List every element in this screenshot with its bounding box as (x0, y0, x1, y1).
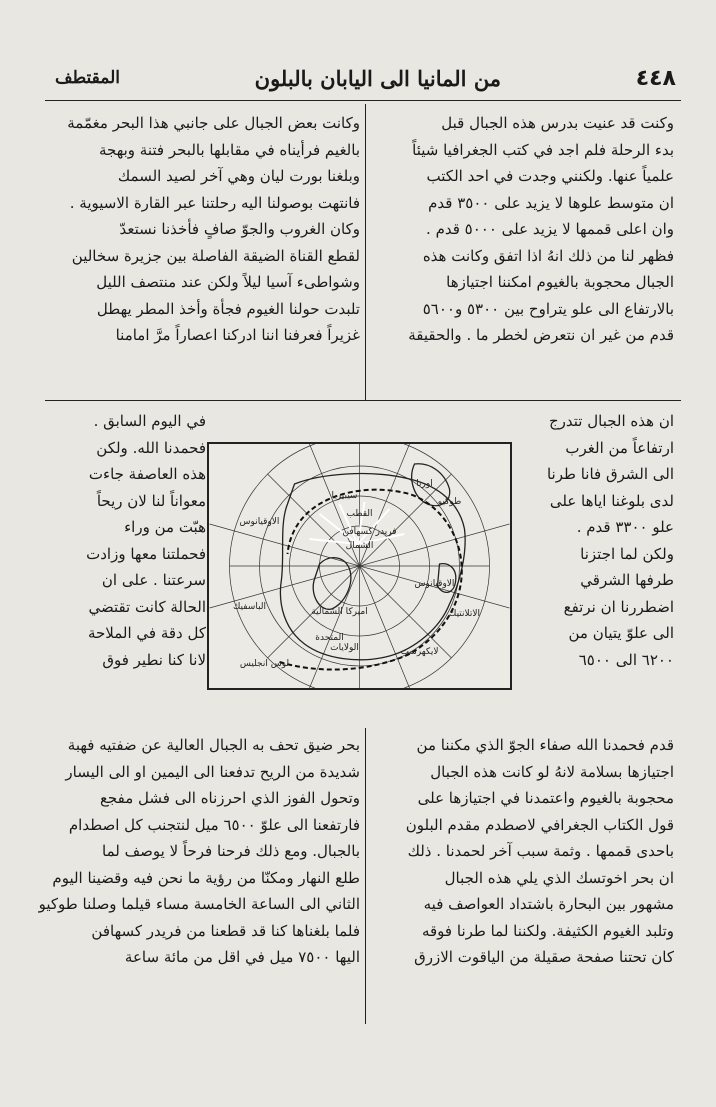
section-rule (45, 400, 681, 401)
text-line: مشهور بين البحارة باشتداد العواصف فيه (423, 895, 674, 913)
text-line: فانتهت بوصولنا اليه رحلتنا عبر القارة الاسيوية . (69, 193, 360, 212)
map-label: طوكيو (437, 497, 462, 507)
text-line: كان تحتنا صفحة صقيلة من الياقوت الازرق (414, 948, 674, 966)
text-line: وكنت قد عنيت بدرس هذه الجبال قبل (441, 114, 674, 132)
text-line: فلما بلغناها كنا قد قطعنا من فريدر كسهافن (91, 921, 360, 940)
text-line: ولكن لما اجتزنا (580, 544, 674, 563)
text-line: في اليوم السابق . (93, 412, 206, 430)
text-line: تلبدت حولنا الغيوم فجأة وأخذ المطر يهطل (96, 299, 360, 318)
map-label: سيبيريا (331, 491, 358, 501)
map-label: لوس انجليس (239, 659, 290, 669)
text-line: وكانت بعض الجبال على جانبي هذا البحر مغمّمة (67, 114, 360, 132)
map-label: لايكهرست (400, 647, 439, 657)
text-line: بحر ضيق تحف به الجبال العالية عن ضفتيه فهبة (67, 736, 360, 754)
text-line: الحالة كانت تقتضي (88, 597, 206, 616)
text-line: ان متوسط علوها لا يزيد على ٣٥٠٠ قدم (428, 193, 674, 212)
text-line: فحملتنا معها وزادت (86, 544, 206, 563)
page-header (55, 58, 676, 98)
text-line: الجبال محجوبة بالغيوم امكننا اجتيازها (446, 273, 674, 291)
text-line: وان اعلى قممها لا يزيد على ٥٠٠٠ قدم . (426, 220, 674, 238)
map-label: الشمال (345, 541, 374, 551)
map-label: الاوقيانوس (414, 579, 455, 589)
text-line: الى الشرق فانا طرنا (546, 465, 674, 483)
text-column-left-bottom (38, 732, 360, 971)
text-line: باحدى قممها . وثمة سبب آخر لحمدنا . ذلك (407, 842, 674, 860)
text-line: لانا كنا نطير فوق (102, 650, 206, 669)
text-line: لدى بلوغنا اياها على (549, 491, 674, 510)
text-line: ان بحر اخوتسك الذي يلي هذه الجبال (444, 868, 674, 887)
map-label: الاوقيانوس (239, 517, 280, 527)
map-label: اوربا (416, 479, 433, 489)
text-line: اليها ٧٥٠٠ ميل في اقل من مائة ساعة (124, 948, 360, 966)
header-rule (45, 100, 681, 101)
map-label: الاتلانتيك (448, 609, 481, 619)
text-line: وتلبد الغيوم الكثيفة. ولكننا لما طرنا فوقه (421, 921, 674, 940)
text-line: علو ٣٣٠٠ قدم . (576, 518, 674, 536)
map-label: فريدر كسهافن (342, 527, 397, 537)
text-line: بالارتفاع الى علو يتراوح بين ٥٣٠٠ و٥٦٠٠ (422, 299, 674, 318)
text-line: محجوبة بالغيوم واعتمدنا في اجتيازها على (417, 789, 674, 807)
text-line: اجتيازها بسلامة لانهُ لو كانت هذه الجبال (430, 762, 674, 781)
text-line: ان هذه الجبال تتدرج (548, 412, 674, 430)
text-line: شديدة من الريح تدفعنا الى اليمين او الى اليسار (65, 762, 360, 781)
text-line: طلع النهار ومكنّا من رؤية ما نحن فيه وقضينا اليوم (52, 868, 360, 887)
text-line: هذه العاصفة جاءت (88, 465, 206, 483)
text-line: طرفها الشرقي (580, 571, 674, 589)
text-line: قدم من غير ان نتعرض لخطر ما . والحقيقة (408, 326, 674, 344)
text-line: اضطررنا ان نرتفع (563, 597, 674, 616)
map-label: القطب (346, 509, 373, 519)
article-title: من المانيا الى اليابان بالبلون (254, 65, 502, 91)
text-column-left-top (55, 110, 360, 349)
page-number: ٤٤٨ (635, 65, 676, 91)
map-label: الباسفيك (232, 602, 267, 612)
text-line: بالجبال. ومع ذلك فرحنا فرحاً لا يوصف لما (102, 842, 360, 860)
text-line: الثاني الى الساعة الخامسة مساء قيلما وصلنا طوكيو (38, 895, 360, 913)
text-line: وكان الغروب والجوّ صافٍ فأخذنا نستعدّ (119, 220, 360, 238)
map-label: اميركا الشمالية (311, 607, 368, 617)
text-line: وبلغنا بورت ليان وهي آخر لصيد السمك (117, 167, 360, 185)
text-line: علمياً عنها. ولكنني وجدت في احد الكتب (426, 167, 674, 185)
text-line: فارتفعنا الى علوّ ٦٥٠٠ ميل لنتجنب كل اصطدام (68, 815, 360, 834)
text-column-left-narrow (48, 408, 206, 673)
text-line: غزيراً فعرفنا اننا ادركنا اعصاراً مرَّ امامنا (115, 326, 360, 344)
text-line: قدم فحمدنا الله صفاء الجوّ الذي مكننا من (416, 736, 674, 754)
text-line: ارتفاعاً من الغرب (565, 438, 674, 457)
text-line: فظهر لنا من ذلك انهُ اذا اتفق وكانت هذه (422, 246, 674, 265)
text-line: بالغيم فرأيناه في مقابلها بالبحر فتنة وبهجة (98, 140, 360, 159)
text-line: بدء الرحلة فلم اجد في كتب الجغرافيا شيئاً (412, 140, 674, 159)
route-map-figure (207, 442, 512, 690)
map-label: المتحدة (315, 633, 344, 643)
journal-name: المقتطف (55, 68, 121, 88)
text-line: ٦٢٠٠ الى ٦٥٠٠ (578, 650, 674, 669)
text-line: سرعتنا . على ان (101, 571, 206, 589)
text-line: قول الكتاب الجغرافي لاصطدم مقدم البلون (405, 815, 674, 834)
text-line: الى علوّ يتيان من (568, 624, 674, 642)
text-line: وشواطىء آسيا ليلاً ولكن عند منتصف الليل (96, 273, 360, 291)
text-line: كل دقة في الملاحة (87, 624, 206, 642)
map-label: الولايات (330, 643, 359, 653)
text-column-right-top (360, 110, 674, 349)
text-line: وتحول الفوز الذي احرزناه الى فشل مفجع (99, 789, 360, 807)
text-column-right-bottom (360, 732, 674, 971)
text-line: معواناً لنا لان ريحاً (96, 491, 206, 510)
text-line: هبّت من وراء (124, 518, 206, 536)
text-line: لقطع القناة الضيقة الفاصلة بين جزيرة سخالين (71, 246, 360, 265)
polar-map (209, 444, 510, 688)
text-column-right-narrow (514, 408, 674, 673)
text-line: فحمدنا الله. ولكن (96, 438, 206, 457)
